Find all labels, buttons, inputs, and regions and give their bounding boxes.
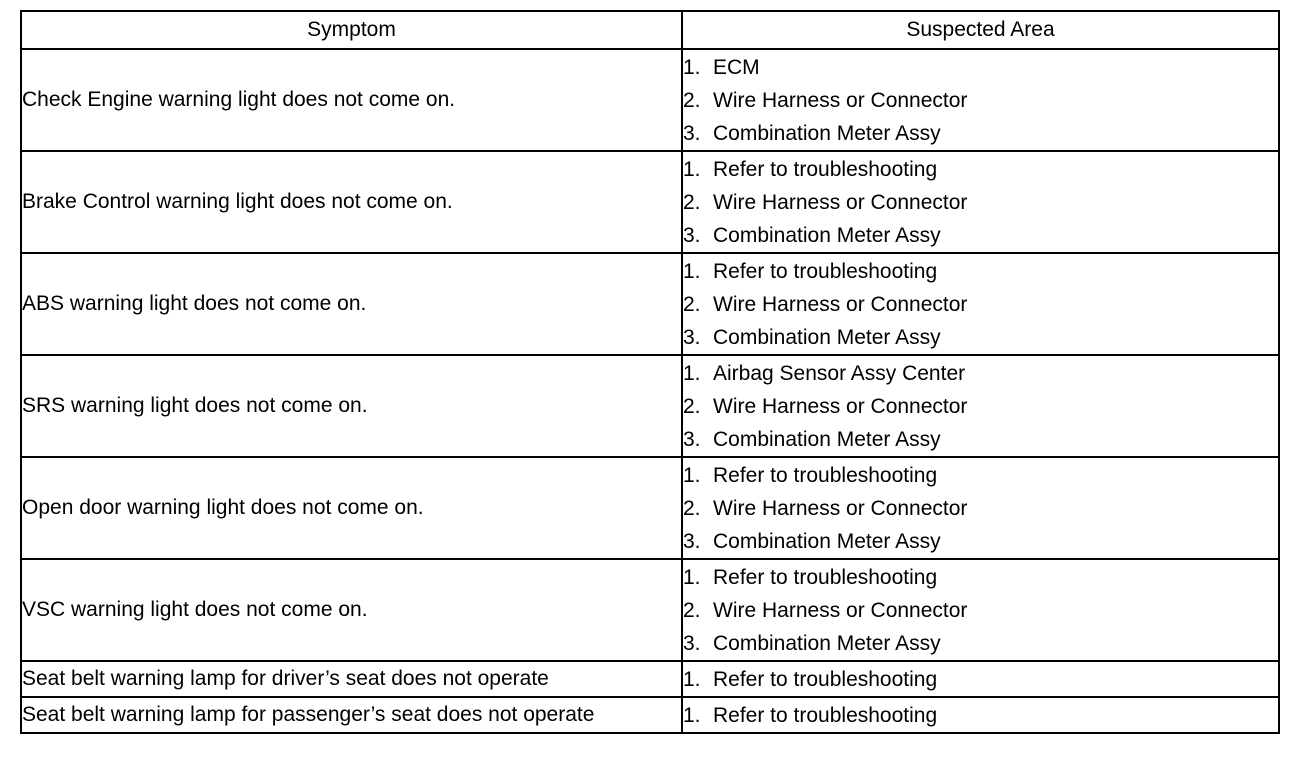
item-number: 2. (683, 394, 701, 418)
list-item (683, 255, 1278, 288)
symptom-cell: Check Engine warning light does not come on. (21, 49, 682, 151)
list-item (683, 219, 1278, 252)
list-item (683, 357, 1278, 390)
item-text: Refer to troubleshooting (713, 565, 938, 589)
item-number: 3. (683, 529, 701, 553)
item-number: 2. (683, 292, 701, 316)
item-text: Wire Harness or Connector (713, 292, 968, 316)
list-item (683, 423, 1278, 456)
list-item (683, 51, 1278, 84)
suspected-area-cell (682, 661, 1279, 697)
list-item (683, 84, 1278, 117)
item-number: 1. (683, 703, 701, 727)
suspected-area-cell (682, 49, 1279, 151)
list-item (683, 117, 1278, 150)
list-item (683, 663, 1278, 696)
suspected-area-list (683, 561, 1278, 660)
symptom-column-header: Symptom (21, 11, 682, 49)
symptom-cell: VSC warning light does not come on. (21, 559, 682, 661)
table-row (21, 697, 1279, 733)
item-text: Airbag Sensor Assy Center (713, 361, 966, 385)
suspected-area-column-header: Suspected Area (682, 11, 1279, 49)
item-text: Combination Meter Assy (713, 529, 941, 553)
item-text: Wire Harness or Connector (713, 190, 968, 214)
suspected-area-cell (682, 697, 1279, 733)
item-number: 3. (683, 223, 701, 247)
item-text: Wire Harness or Connector (713, 496, 968, 520)
symptom-cell: SRS warning light does not come on. (21, 355, 682, 457)
item-number: 1. (683, 361, 701, 385)
item-number: 1. (683, 259, 701, 283)
symptom-cell: ABS warning light does not come on. (21, 253, 682, 355)
item-text: Combination Meter Assy (713, 427, 941, 451)
item-number: 3. (683, 325, 701, 349)
item-text: Wire Harness or Connector (713, 88, 968, 112)
item-text: Refer to troubleshooting (713, 667, 938, 691)
list-item (683, 321, 1278, 354)
item-number: 1. (683, 565, 701, 589)
item-number: 2. (683, 88, 701, 112)
table-row (21, 49, 1279, 151)
table-row (21, 457, 1279, 559)
item-text: Wire Harness or Connector (713, 394, 968, 418)
list-item (683, 627, 1278, 660)
suspected-area-list (683, 699, 1278, 732)
list-item (683, 594, 1278, 627)
list-item (683, 525, 1278, 558)
table-row (21, 661, 1279, 697)
item-number: 3. (683, 121, 701, 145)
table-header-row (21, 11, 1279, 49)
suspected-area-list (683, 459, 1278, 558)
item-text: ECM (713, 55, 760, 79)
list-item (683, 492, 1278, 525)
symptom-cell: Open door warning light does not come on. (21, 457, 682, 559)
table-row (21, 253, 1279, 355)
list-item (683, 153, 1278, 186)
item-number: 2. (683, 190, 701, 214)
item-text: Refer to troubleshooting (713, 703, 938, 727)
item-text: Combination Meter Assy (713, 631, 941, 655)
item-text: Refer to troubleshooting (713, 157, 938, 181)
list-item (683, 561, 1278, 594)
item-number: 2. (683, 598, 701, 622)
table-row (21, 559, 1279, 661)
item-number: 1. (683, 55, 701, 79)
suspected-area-cell (682, 559, 1279, 661)
item-number: 3. (683, 427, 701, 451)
list-item (683, 288, 1278, 321)
item-number: 1. (683, 157, 701, 181)
list-item (683, 186, 1278, 219)
suspected-area-cell (682, 253, 1279, 355)
suspected-area-list (683, 663, 1278, 696)
table-row (21, 151, 1279, 253)
suspected-area-list (683, 153, 1278, 252)
suspected-area-cell (682, 151, 1279, 253)
list-item (683, 390, 1278, 423)
item-text: Refer to troubleshooting (713, 463, 938, 487)
symptom-table (20, 10, 1280, 734)
list-item (683, 699, 1278, 732)
suspected-area-list (683, 255, 1278, 354)
item-number: 1. (683, 667, 701, 691)
symptom-cell: Brake Control warning light does not come on. (21, 151, 682, 253)
symptom-cell: Seat belt warning lamp for driver’s seat does not operate (21, 661, 682, 697)
suspected-area-list (683, 51, 1278, 150)
list-item (683, 459, 1278, 492)
item-text: Refer to troubleshooting (713, 259, 938, 283)
item-number: 1. (683, 463, 701, 487)
item-number: 2. (683, 496, 701, 520)
item-text: Combination Meter Assy (713, 121, 941, 145)
suspected-area-list (683, 357, 1278, 456)
item-text: Wire Harness or Connector (713, 598, 968, 622)
item-text: Combination Meter Assy (713, 325, 941, 349)
item-number: 3. (683, 631, 701, 655)
suspected-area-cell (682, 355, 1279, 457)
table-row (21, 355, 1279, 457)
item-text: Combination Meter Assy (713, 223, 941, 247)
symptom-cell: Seat belt warning lamp for passenger’s seat does not operate (21, 697, 682, 733)
suspected-area-cell (682, 457, 1279, 559)
